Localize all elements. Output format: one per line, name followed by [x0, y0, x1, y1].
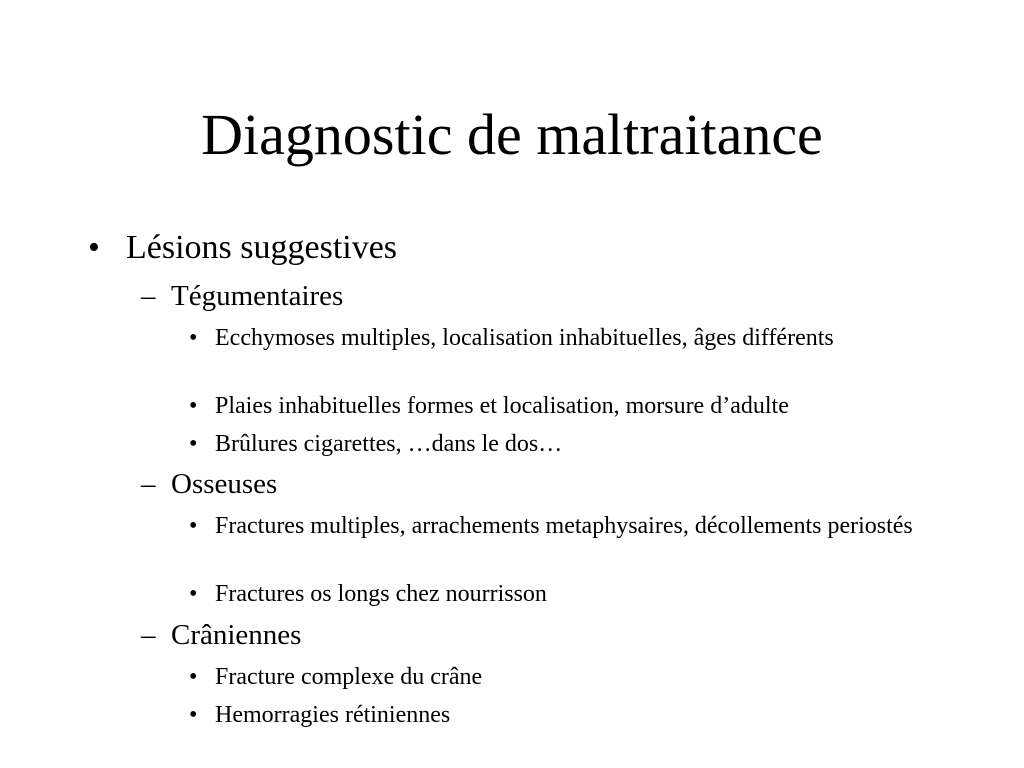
list-item-hemorragies	[189, 700, 975, 730]
bullet-marker: •	[88, 229, 100, 266]
list-item-fracture-crane	[189, 662, 975, 692]
list-item-plaies	[189, 391, 975, 421]
list-item-text: Fracture complexe du crâne	[215, 664, 483, 690]
dash-marker: –	[141, 619, 156, 651]
list-item-fractures-os-longs	[189, 579, 975, 609]
dash-marker: –	[141, 468, 156, 500]
bullet-marker: •	[189, 513, 198, 539]
list-item-fractures-multiples	[189, 511, 955, 541]
slide-title: Diagnostic de maltraitance	[201, 102, 823, 167]
dash-marker: –	[141, 280, 156, 312]
bullet-marker: •	[189, 664, 198, 690]
bullet-marker: •	[189, 431, 198, 457]
list-item-text: Lésions suggestives	[126, 229, 398, 266]
list-item-text: Brûlures cigarettes, …dans le dos…	[215, 431, 563, 457]
bullet-marker: •	[189, 702, 198, 728]
list-item-text: Fractures os longs chez nourrisson	[215, 581, 547, 607]
list-item-text: Crâniennes	[171, 619, 302, 651]
list-item-tegumentaires	[141, 279, 971, 313]
list-item-text: Plaies inhabituelles formes et localisation, morsure d’adulte	[215, 393, 789, 419]
list-item-text: Fractures multiples, arrachements metaphysaires, décollements periostés	[215, 513, 913, 539]
list-item-text: Tégumentaires	[171, 280, 344, 312]
list-item-text: Ecchymoses multiples, localisation inhabituelles, âges différents	[215, 325, 834, 351]
list-item-text: Hemorragies rétiniennes	[215, 702, 451, 728]
list-item-brulures	[189, 429, 975, 459]
list-item-text: Osseuses	[171, 468, 278, 500]
bullet-marker: •	[189, 393, 198, 419]
bullet-marker: •	[189, 325, 198, 351]
list-item-osseuses	[141, 467, 971, 501]
list-item-craniennes	[141, 618, 971, 652]
bullet-marker: •	[189, 581, 198, 607]
list-item-ecchymoses	[189, 323, 855, 353]
list-item-lesions	[88, 228, 986, 268]
